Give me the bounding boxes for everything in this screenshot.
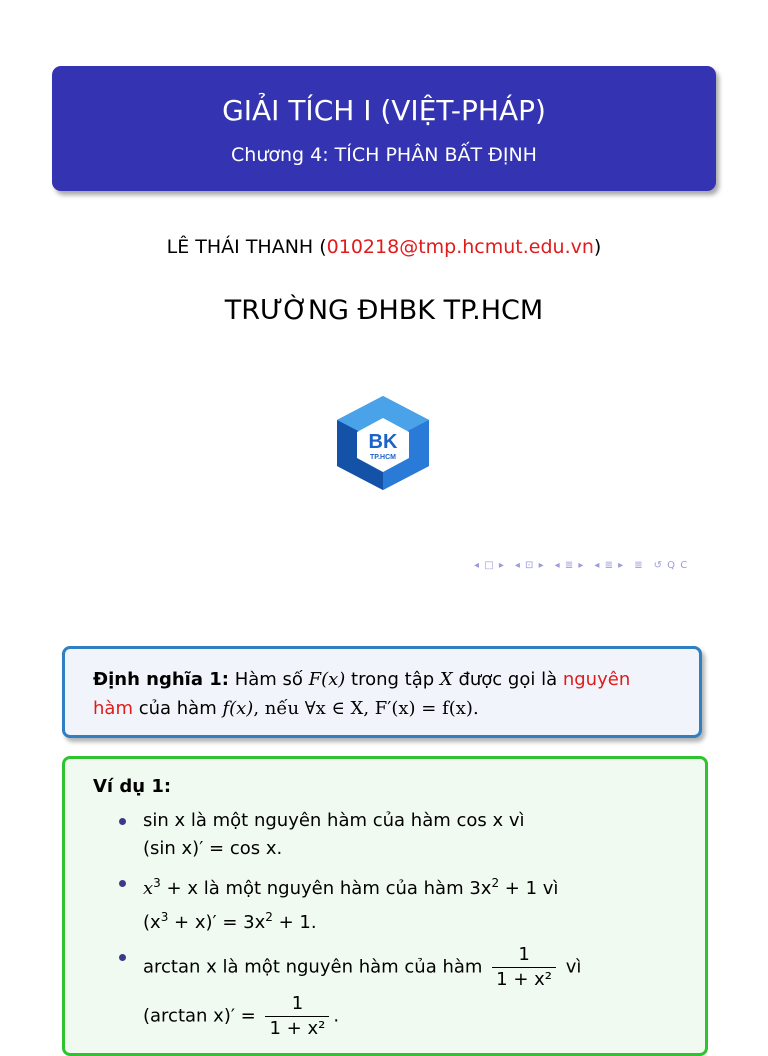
fraction <box>492 943 556 992</box>
example-line: + 1. <box>272 912 317 933</box>
institute-name: TRƯỜNG ĐHBK TP.HCM <box>224 295 544 326</box>
presentation-title: GIẢI TÍCH I (VIỆT-PHÁP) <box>222 94 546 127</box>
author-email-link[interactable]: 010218@tmp.hcmut.edu.vn <box>326 236 594 258</box>
math-term: x <box>143 878 154 899</box>
example-line: (arctan x)′ = <box>143 1005 256 1027</box>
fraction-denominator: 1 + x² <box>496 969 553 990</box>
definition-label: Định nghĩa 1: <box>93 669 229 690</box>
definition-text: trong tập <box>345 669 440 690</box>
fraction-numerator: 1 <box>492 943 556 968</box>
example-line: vì <box>565 956 582 978</box>
term-antiderivative-2: hàm <box>93 698 133 719</box>
nav-search-icon[interactable]: ↺ Q C <box>653 560 689 571</box>
nav-section-icon[interactable]: ◂ ≣ ▸ <box>554 560 585 571</box>
nav-document-icon[interactable]: ◂ ≣ ▸ <box>594 560 625 571</box>
list-item <box>115 807 679 863</box>
definition-condition: , nếu ∀x ∈ X, F′(x) = f(x). <box>253 698 479 719</box>
definition-text: được gọi là <box>452 669 563 690</box>
nav-subsection-icon[interactable]: ◂ ⊡ ▸ <box>514 560 545 571</box>
list-item <box>115 869 679 937</box>
bk-logo <box>337 396 429 490</box>
example-block <box>62 756 708 1056</box>
example-line: arctan x là một nguyên hàm của hàm <box>143 956 483 978</box>
example-line: . <box>333 1005 340 1027</box>
term-antiderivative: nguyên <box>562 669 631 690</box>
exponent: 2 <box>265 910 273 924</box>
example-line: + x là một nguyên hàm của hàm 3x <box>160 878 492 899</box>
example-list <box>93 807 679 1041</box>
presentation-subtitle: Chương 4: TÍCH PHÂN BẤT ĐỊNH <box>231 144 537 166</box>
beamer-navigation <box>474 560 688 571</box>
example-line: (sin x)′ = cos x. <box>143 838 283 859</box>
definition-text: Hàm số <box>228 669 309 690</box>
author-name: LÊ THÁI THANH ( <box>166 236 327 258</box>
author-line <box>0 236 768 258</box>
title-banner <box>52 66 716 191</box>
math-f: f(x) <box>222 698 254 719</box>
math-F: F(x) <box>308 669 346 690</box>
nav-appendix-icon[interactable]: ≣ <box>634 560 644 571</box>
fraction <box>265 992 329 1041</box>
exponent: 3 <box>160 910 169 924</box>
example-line: sin x là một nguyên hàm của hàm cos x vì <box>143 810 525 831</box>
exponent: 3 <box>153 876 161 890</box>
example-line: (x <box>143 912 161 933</box>
logo-text: BK <box>368 431 398 453</box>
example-line: + x)′ = 3x <box>168 912 266 933</box>
exponent: 2 <box>491 876 500 890</box>
list-item <box>115 943 679 1041</box>
math-X: X <box>439 669 453 690</box>
fraction-numerator: 1 <box>265 992 329 1017</box>
logo-subtext: TP.HCM <box>370 454 396 461</box>
nav-frame-icon[interactable]: ◂ □ ▸ <box>474 560 505 571</box>
definition-block <box>62 646 702 738</box>
author-close: ) <box>593 236 602 258</box>
definition-slide <box>0 600 768 1039</box>
example-label: Ví dụ 1: <box>93 776 172 797</box>
example-line: + 1 vì <box>499 878 559 899</box>
definition-text: của hàm <box>132 698 223 719</box>
fraction-denominator: 1 + x² <box>269 1018 326 1039</box>
